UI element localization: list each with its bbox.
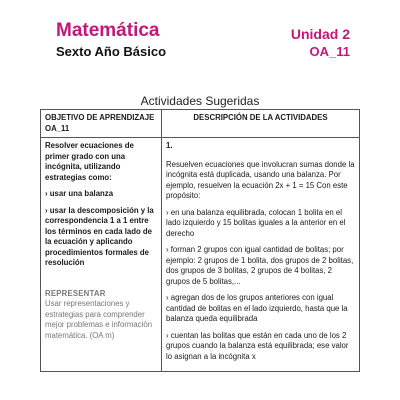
oa-label: OA_11 [309,44,350,59]
activity-step-2: › forman 2 grupos con igual cantidad de bolitas; por ejemplo: 2 grupos de 1 bolita, dos grupos de 2 bolitas, dos grupos de 3 bolitas, 2 grupos de 4 bolitas, 2 grupos de 5 bolitas,... [166,245,354,286]
section-title: Actividades Sugeridas [140,94,260,108]
activity-paragraph: Resuelven ecuaciones que involucran sumas donde la incógnita está duplicada, usando una balanza. Por ejemplo, resuelven la ecuación 2x + 1 = 15 Con este propósito: [166,159,355,201]
objective-bullet-decomposition: › usar la descomposición y la correspondencia 1 a 1 entre los términos en cada lado de la ecuación y aplicando procedimientos formales de resolución [45,205,154,268]
description-cell [162,138,360,372]
objective-cell [41,138,162,372]
table-header-row [41,110,360,138]
represent-text: Usar representaciones y estrategias para comprender mejor problemas e información matemática. (OA m) [45,299,153,340]
subject-title: Matemática [56,20,160,41]
activity-step-1: › en una balanza equilibrada, colocan 1 bolita en el lado izquierdo y 15 bolitas iguales a la anterior en el derecho [166,207,346,238]
objective-bullet-balance: › usar una balanza [45,189,114,199]
unit-label: Unidad 2 [290,26,350,42]
objective-header-line1: OBJETIVO DE APRENDIZAJE [45,113,155,122]
objective-header [41,110,162,138]
represent-heading: REPRESENTAR [45,288,106,298]
grade-subtitle: Sexto Año Básico [56,44,167,59]
description-header: DESCRIPCIÓN DE LA ACTIVIDADES [162,110,360,138]
activities-table [40,109,360,372]
represent-block [45,289,157,342]
objective-header-line2: OA_11 [45,123,70,133]
activity-step-4: › cuentan las bolitas que están en cada uno de los 2 grupos cuando la balanza está equilibrada; ese valor lo asignan a la incógnita x [166,330,349,361]
table-row [41,138,360,372]
activity-number: 1. [166,141,173,151]
page-header [0,0,400,70]
objective-intro: Resolver ecuaciones de primer grado con una incógnita, utilizando estrategias como: [45,141,134,182]
activity-step-3: › agregan dos de los grupos anteriores con igual cantidad de bolitas en el lado izquierdo, hasta que la balanza queda equilibrada [166,293,348,324]
